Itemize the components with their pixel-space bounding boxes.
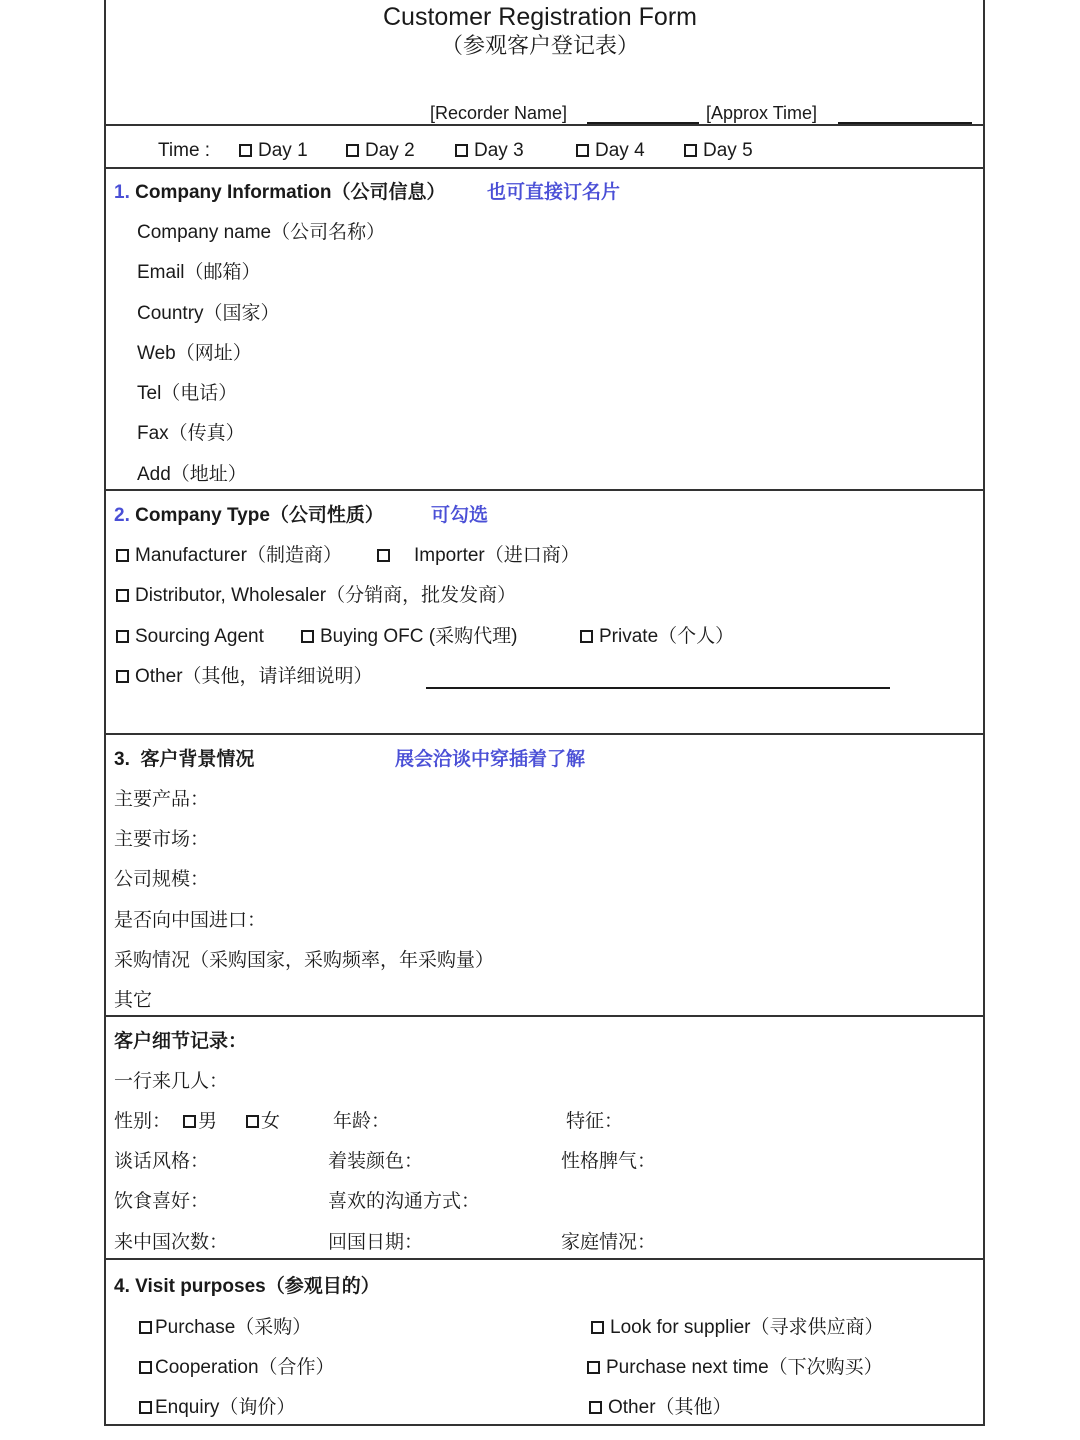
- checkbox-icon: [116, 549, 129, 562]
- features-field[interactable]: 特征：: [566, 1111, 624, 1132]
- purpose-other-checkbox[interactable]: Other（其他）: [589, 1396, 732, 1420]
- field-company-name[interactable]: Company name（公司名称）: [137, 222, 386, 243]
- field-web[interactable]: Web（网址）: [137, 343, 252, 364]
- other-checkbox[interactable]: Other（其他，请详细说明）: [116, 665, 373, 689]
- section-1-heading: 1. Company Information（公司信息）: [114, 182, 446, 203]
- day-4-checkbox[interactable]: Day 4: [576, 139, 645, 163]
- field-fax[interactable]: Fax（传真）: [137, 423, 245, 444]
- checkbox-icon: [455, 144, 468, 157]
- divider: [104, 167, 985, 169]
- checkbox-icon: [580, 630, 593, 643]
- checkbox-icon: [139, 1321, 152, 1334]
- details-heading: 客户细节记录：: [114, 1031, 248, 1052]
- divider: [104, 1015, 985, 1017]
- section-3-heading: 3. 客户背景情况: [114, 749, 255, 770]
- checkbox-icon: [684, 144, 697, 157]
- field-address[interactable]: Add（地址）: [137, 464, 247, 485]
- other-info-field[interactable]: 其它: [114, 990, 153, 1011]
- clothing-color-field[interactable]: 着装颜色：: [328, 1151, 424, 1172]
- checkbox-icon: [139, 1401, 152, 1414]
- section-2-heading: 2. Company Type（公司性质）: [114, 505, 384, 526]
- approx-time-label: [Approx Time]: [706, 103, 818, 123]
- checkbox-icon: [139, 1361, 152, 1374]
- checkbox-icon: [116, 630, 129, 643]
- purchase-checkbox[interactable]: Purchase（采购）: [139, 1316, 311, 1340]
- section-2-note: 可勾选: [431, 505, 489, 526]
- party-size-field[interactable]: 一行来几人：: [114, 1071, 229, 1092]
- main-markets-field[interactable]: 主要市场：: [114, 829, 210, 850]
- food-preference-field[interactable]: 饮食喜好：: [114, 1191, 210, 1212]
- temper-field[interactable]: 性格脾气：: [561, 1151, 657, 1172]
- distributor-checkbox[interactable]: Distributor, Wholesaler（分销商，批发发商）: [116, 584, 516, 608]
- import-china-field[interactable]: 是否向中国进口：: [114, 910, 267, 931]
- checkbox-icon: [183, 1115, 196, 1128]
- female-checkbox[interactable]: 女: [246, 1110, 280, 1134]
- field-tel[interactable]: Tel（电话）: [137, 383, 238, 404]
- section-1-note: 也可直接订名片: [487, 182, 621, 203]
- divider: [104, 489, 985, 491]
- checkbox-icon: [116, 670, 129, 683]
- purchase-next-time-checkbox[interactable]: Purchase next time（下次购买）: [587, 1356, 883, 1380]
- male-checkbox[interactable]: 男: [183, 1110, 217, 1134]
- sourcing-agent-checkbox[interactable]: Sourcing Agent: [116, 625, 264, 649]
- checkbox-icon: [346, 144, 359, 157]
- divider: [104, 1258, 985, 1260]
- importer-checkbox[interactable]: Importer（进口商）: [377, 544, 580, 568]
- time-label: Time :: [158, 140, 211, 161]
- communication-field[interactable]: 喜欢的沟通方式：: [328, 1191, 481, 1212]
- other-details-line[interactable]: [426, 687, 890, 689]
- field-country[interactable]: Country（国家）: [137, 303, 280, 324]
- look-supplier-checkbox[interactable]: Look for supplier（寻求供应商）: [591, 1316, 883, 1340]
- family-field[interactable]: 家庭情况：: [561, 1232, 657, 1253]
- buying-ofc-checkbox[interactable]: Buying OFC (采购代理): [301, 625, 517, 649]
- checkbox-icon: [246, 1115, 259, 1128]
- divider: [104, 124, 985, 126]
- form-subtitle: （参观客户登记表）: [440, 33, 639, 58]
- checkbox-icon: [239, 144, 252, 157]
- enquiry-checkbox[interactable]: Enquiry（询价）: [139, 1396, 295, 1420]
- checkbox-icon: [576, 144, 589, 157]
- gender-label: 性别：: [114, 1111, 172, 1132]
- checkbox-icon: [589, 1401, 602, 1414]
- form-frame: [104, 0, 985, 1426]
- section-4-heading: 4. Visit purposes（参观目的）: [114, 1276, 380, 1297]
- checkbox-icon: [587, 1361, 600, 1374]
- private-checkbox[interactable]: Private（个人）: [580, 625, 734, 649]
- checkbox-icon: [116, 589, 129, 602]
- form-title: Customer Registration Form: [383, 3, 697, 31]
- day-1-checkbox[interactable]: Day 1: [239, 139, 308, 163]
- checkbox-icon: [377, 549, 390, 562]
- return-date-field[interactable]: 回国日期：: [328, 1232, 424, 1253]
- day-5-checkbox[interactable]: Day 5: [684, 139, 753, 163]
- divider: [104, 733, 985, 735]
- purchasing-situation-field[interactable]: 采购情况（采购国家，采购频率，年采购量）: [114, 950, 495, 971]
- checkbox-icon: [591, 1321, 604, 1334]
- company-size-field[interactable]: 公司规模：: [114, 869, 210, 890]
- field-email[interactable]: Email（邮箱）: [137, 262, 261, 283]
- checkbox-icon: [301, 630, 314, 643]
- day-3-checkbox[interactable]: Day 3: [455, 139, 524, 163]
- recorder-name-label: [Recorder Name]: [430, 103, 568, 123]
- cooperation-checkbox[interactable]: Cooperation（合作）: [139, 1356, 335, 1380]
- china-visits-field[interactable]: 来中国次数：: [114, 1232, 229, 1253]
- manufacturer-checkbox[interactable]: Manufacturer（制造商）: [116, 544, 342, 568]
- day-2-checkbox[interactable]: Day 2: [346, 139, 415, 163]
- talk-style-field[interactable]: 谈话风格：: [114, 1151, 210, 1172]
- section-3-note: 展会洽谈中穿插着了解: [395, 749, 586, 770]
- age-field[interactable]: 年龄：: [333, 1111, 391, 1132]
- main-products-field[interactable]: 主要产品：: [114, 789, 210, 810]
